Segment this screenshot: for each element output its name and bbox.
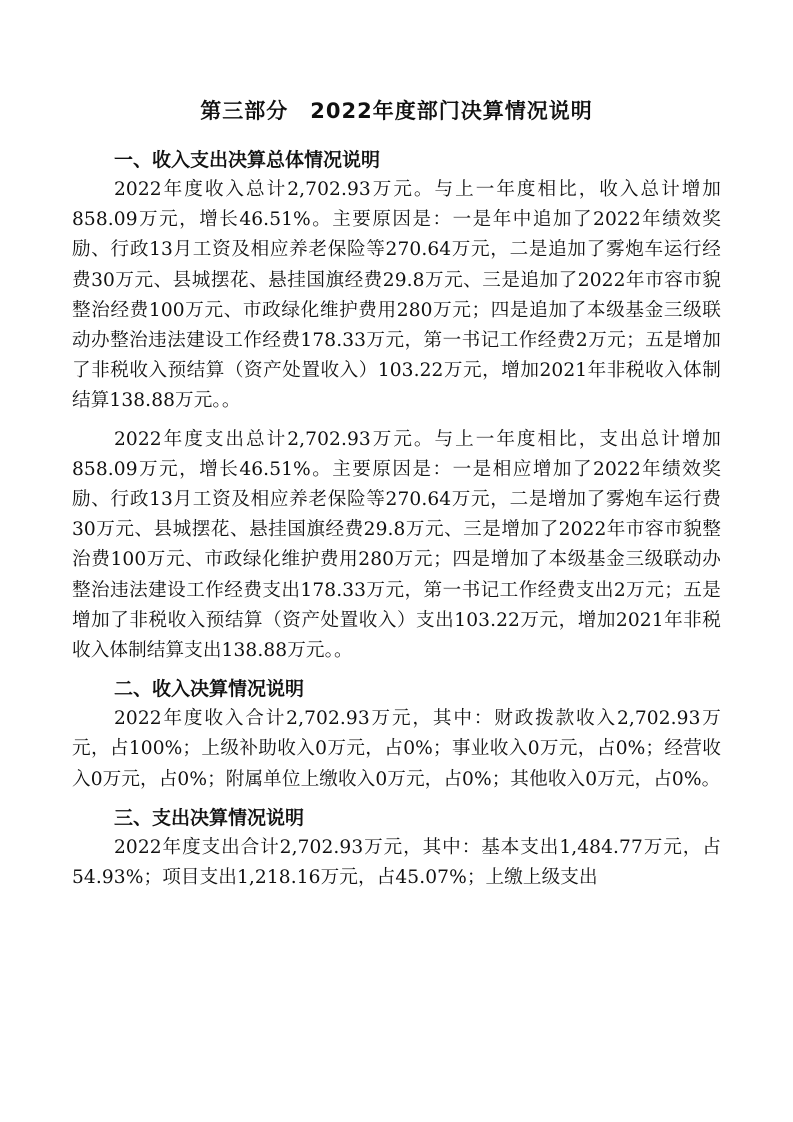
section-heading: 二、收入决算情况说明 — [114, 678, 305, 701]
section-heading: 三、支出决算情况说明 — [114, 806, 305, 829]
paragraph-income-total: 2022年度收入总计2,702.93万元。与上一年度相比，收入总计增加858.09万元，增长46.51%。主要原因是：一是年中追加了2022年绩效奖励、行政13月工资及相应养老保险等270.64万元，二是追加了雾炮车运行经费30万元、县城摆花、悬挂国旗经费29.8万元、三是追加了2022年市容市貌整治经费100万元、市政绿化维护费用280万元；四是追加了本级基金三级联动办整治违法建设工作经费178.33万元，第一书记工作经费2万元；五是增加了非税收入预结算（资产处置收入）103.22万元，增加2021年非税收入体制结算138.88万元。。 — [72, 179, 721, 412]
paragraph-expense-detail: 2022年度支出合计2,702.93万元，其中：基本支出1,484.77万元，占54.93%；项目支出1,218.16万元，占45.07%；上缴上级支出 — [72, 836, 721, 889]
page-title: 第三部分 2022年度部门决算情况说明 — [200, 99, 593, 123]
section-heading: 一、收入支出决算总体情况说明 — [114, 149, 381, 171]
paragraph-income-detail: 2022年度收入合计2,702.93万元，其中：财政拨款收入2,702.93万元，占100%；上级补助收入0万元，占0%；事业收入0万元，占0%；经营收入0万元，占0%；附属单位上缴收入0万元，占0%；其他收入0万元，占0%。 — [72, 708, 721, 790]
section-income — [72, 674, 721, 795]
paragraph-expense-total: 2022年度支出总计2,702.93万元。与上一年度相比，支出总计增加858.09万元，增长46.51%。主要原因是：一是相应增加了2022年绩效奖励、行政13月工资及相应养老保险等270.64万元，二是增加了雾炮车运行费30万元、县城摆花、悬挂国旗经费29.8万元、三是增加了2022年市容市貌整治费100万元、市政绿化维护费用280万元；四是增加了本级基金三级联动办整治违法建设工作经费支出178.33万元，第一书记工作经费支出2万元；五是增加了非税收入预结算（资产处置收入）支出103.22万元，增加2021年非税收入体制结算支出138.88万元。。 — [72, 428, 721, 662]
section-overall — [72, 145, 721, 666]
section-expense — [72, 803, 721, 893]
